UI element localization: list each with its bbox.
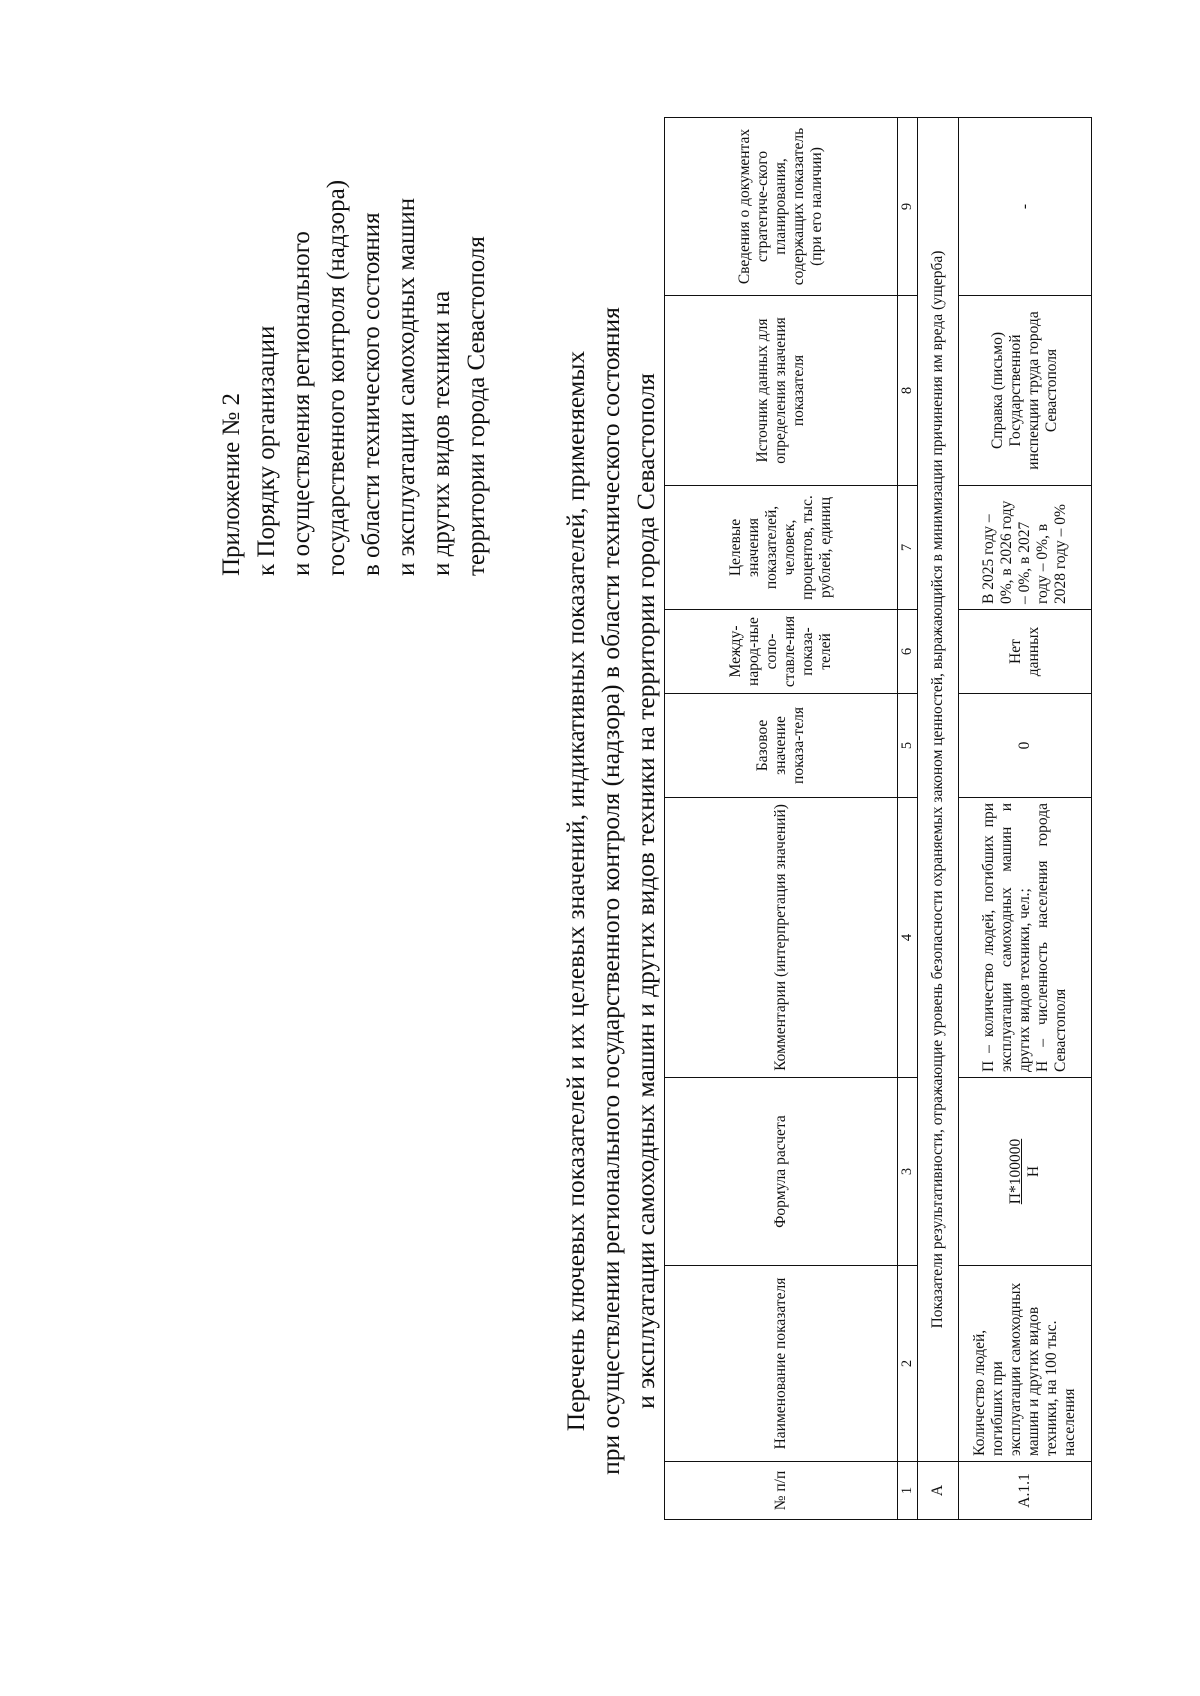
- document-title: [558, 186, 663, 1596]
- column-number: 8: [898, 296, 918, 486]
- header-cell-source: Источник данных для определения значения показателя: [665, 296, 898, 486]
- header-cell-strategic-docs: Сведения о документах стратегиче-ского планирования, содержащих показатель (при его наличии): [665, 118, 898, 296]
- strategic-documents: -: [959, 118, 1092, 296]
- header-cell-number: № п/п: [665, 1462, 898, 1520]
- target-values: В 2025 году – 0%, в 2026 году – 0%, в 2027 году – 0%, в 2028 году – 0%: [959, 486, 1092, 610]
- appendix-line: государственного контроля (надзора): [323, 179, 350, 576]
- appendix-line: и эксплуатации самоходных машин: [393, 197, 420, 576]
- column-number: 5: [898, 694, 918, 798]
- column-number: 2: [898, 1266, 918, 1462]
- appendix-line: в области технического состояния: [358, 212, 385, 576]
- table-header-row: [665, 118, 898, 1520]
- column-number: 6: [898, 610, 918, 694]
- formula-numerator: П*100000: [1007, 1138, 1024, 1205]
- header-cell-international: Между-народ-ные сопо-ставле-ния показа-телей: [665, 610, 898, 694]
- column-number: 4: [898, 798, 918, 1078]
- column-number: 3: [898, 1078, 918, 1266]
- international-comparison: Нет данных: [959, 610, 1092, 694]
- title-line: Перечень ключевых показателей и их целевых значений, индикативных показателей, применяемых: [561, 350, 590, 1432]
- header-cell-name: Наименование показателя: [665, 1266, 898, 1462]
- column-number: 7: [898, 486, 918, 610]
- header-cell-target: Целевые значения показателей, человек, процентов, тыс. рублей, единиц: [665, 486, 898, 610]
- appendix-line: территории города Севастополя: [463, 236, 490, 576]
- appendix-line: и осуществления регионального: [288, 231, 315, 576]
- formula-denominator: Н: [1025, 1165, 1042, 1178]
- section-title: Показатели результативности, отражающие уровень безопасности охраняемых законом ценностей, выражающийся в минимизации причинения им вреда (ущерба): [918, 118, 959, 1462]
- formula: [1007, 1139, 1043, 1204]
- title-line: и эксплуатации самоходных машин и других видов техники на территории города Севастополя: [631, 373, 660, 1409]
- indicator-name: Количество людей, погибших при эксплуатации самоходных машин и других видов техники, на 100 тыс. населения: [959, 1266, 1092, 1462]
- comment-line: Н – численность населения города Севастополя: [1034, 803, 1069, 1072]
- title-line: при осуществлении регионального государственного контроля (надзора) в области технического состояния: [596, 307, 625, 1475]
- table-row: [959, 118, 1092, 1520]
- data-source: Справка (письмо) Государственной инспекции труда города Севастополя: [959, 296, 1092, 486]
- appendix-line: и других видов техники на: [428, 290, 455, 576]
- row-number: А.1.1: [959, 1462, 1092, 1520]
- indicators-table: [664, 117, 1092, 1520]
- appendix-line: к Порядку организации: [253, 325, 280, 576]
- comment-cell: [959, 798, 1092, 1078]
- appendix-line: Приложение № 2: [218, 392, 245, 576]
- section-letter: А: [918, 1462, 959, 1520]
- header-cell-comment: Комментарии (интерпретация значений): [665, 798, 898, 1078]
- comment-line: П – количество людей, погибших при эксплуатации самоходных машин и других видов техники, чел.;: [980, 803, 1033, 1072]
- header-cell-formula: Формула расчета: [665, 1078, 898, 1266]
- header-cell-base-value: Базовое значение показа-теля: [665, 694, 898, 798]
- base-value: 0: [959, 694, 1092, 798]
- appendix-block: [214, 16, 494, 576]
- column-number-row: [898, 118, 918, 1520]
- column-number: 1: [898, 1462, 918, 1520]
- column-number: 9: [898, 118, 918, 296]
- section-row: [918, 118, 959, 1520]
- formula-cell: [959, 1078, 1092, 1266]
